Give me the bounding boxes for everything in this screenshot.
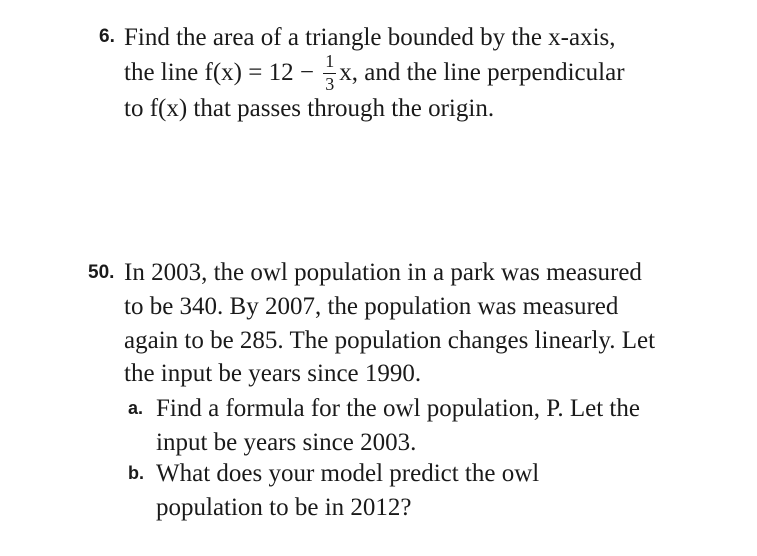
part-b-line-1: What does your model predict the owl [156, 460, 540, 487]
problem-50-line-2: to be 340. By 2007, the population was measured [124, 293, 619, 320]
part-b-line-2: population to be in 2012? [156, 494, 412, 521]
problem-50-number: 50. [88, 262, 115, 283]
fraction-one-third [323, 51, 336, 94]
problem-6-line-1: Find the area of a triangle bounded by the x-axis, [124, 24, 616, 51]
part-a-line-2: input be years since 2003. [156, 429, 417, 456]
problem-50-line-3: again to be 285. The population changes linearly. Let [124, 327, 656, 354]
part-a-line-1: Find a formula for the owl population, P. Let the [156, 395, 640, 422]
problem-6-number: 6. [99, 26, 115, 47]
problem-6-line-2-start: the line f(x) = 12 − [124, 59, 321, 86]
part-b-label: b. [128, 463, 144, 483]
fraction-denominator: 3 [325, 74, 335, 94]
problem-50-line-4: the input be years since 1990. [124, 360, 422, 387]
problem-6-line-2-end: x, and the line perpendicular [339, 59, 625, 86]
problem-6-line-2 [124, 51, 625, 94]
problem-50-line-1: In 2003, the owl population in a park was measured [124, 259, 642, 286]
part-a-label: a. [128, 398, 144, 418]
problem-6-line-3: to f(x) that passes through the origin. [124, 95, 495, 122]
fraction-numerator: 1 [325, 51, 335, 71]
